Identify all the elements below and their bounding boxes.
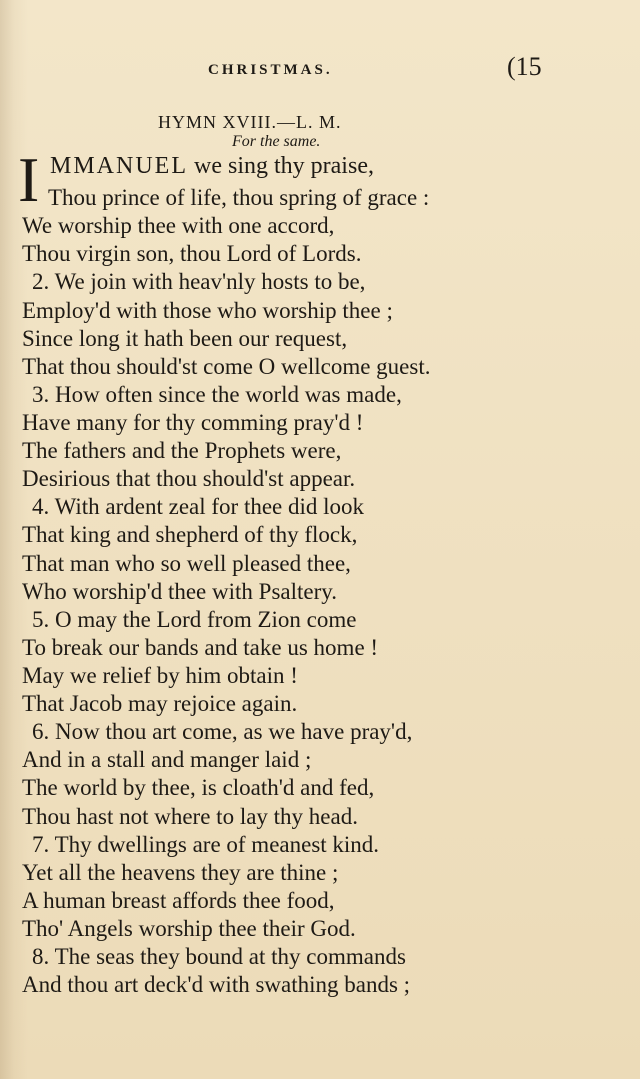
verse-line: 2. We join with heav'nly hosts to be,	[32, 269, 366, 294]
verse-line: 5. O may the Lord from Zion come	[32, 607, 357, 632]
verse-line: Thou virgin son, thou Lord of Lords.	[22, 241, 362, 266]
verse-line: Since long it hath been our request,	[22, 326, 348, 351]
verse-line: 6. Now thou art come, as we have pray'd,	[32, 719, 413, 744]
verse-line: 4. With ardent zeal for thee did look	[32, 494, 365, 519]
verse-line: Have many for thy comming pray'd !	[22, 410, 364, 435]
verse-line: 3. How often since the world was made,	[32, 382, 402, 407]
verse-line: And in a stall and manger laid ;	[22, 747, 312, 772]
verse-line: That king and shepherd of thy flock,	[22, 522, 358, 547]
verse-line: That man who so well pleased thee,	[22, 551, 351, 576]
verse-line: That thou should'st come O wellcome guest.	[22, 354, 431, 379]
verse-line: 7. Thy dwellings are of meanest kind.	[32, 832, 380, 857]
verse-line: 8. The seas they bound at thy commands	[32, 944, 406, 969]
verse-line: A human breast affords thee food,	[22, 888, 335, 913]
verse-line: Yet all the heavens they are thine ;	[22, 860, 339, 885]
first-line	[50, 153, 374, 180]
verse-line: Thou hast not where to lay thy head.	[22, 804, 358, 829]
running-head: CHRISTMAS.	[208, 62, 333, 78]
hymn-title: HYMN XVIII.—L. M.	[158, 112, 342, 132]
verse-line: May we relief by him obtain !	[22, 663, 298, 688]
verse-line: The fathers and the Prophets were,	[22, 438, 342, 463]
verse-line: Tho' Angels worship thee their God.	[22, 916, 356, 941]
verse-line: Desirious that thou should'st appear.	[22, 466, 356, 491]
first-line-caps: MMANUEL	[50, 153, 188, 179]
hymn-subtitle: For the same.	[232, 133, 321, 150]
verse-line: Who worship'd thee with Psaltery.	[22, 579, 338, 604]
drop-cap: I	[18, 144, 40, 215]
first-line-text: we sing thy praise,	[188, 153, 374, 179]
verse-line: Employ'd with those who worship thee ;	[22, 298, 393, 323]
page-number: (15	[507, 52, 542, 81]
verse-line: Thou prince of life, thou spring of grace :	[48, 185, 430, 210]
verse-line: We worship thee with one accord,	[22, 213, 335, 238]
verse-line: The world by thee, is cloath'd and fed,	[22, 775, 375, 800]
verse-line: That Jacob may rejoice again.	[22, 691, 298, 716]
verse-line: To break our bands and take us home !	[22, 635, 379, 660]
verse-line: And thou art deck'd with swathing bands ;	[22, 972, 411, 997]
